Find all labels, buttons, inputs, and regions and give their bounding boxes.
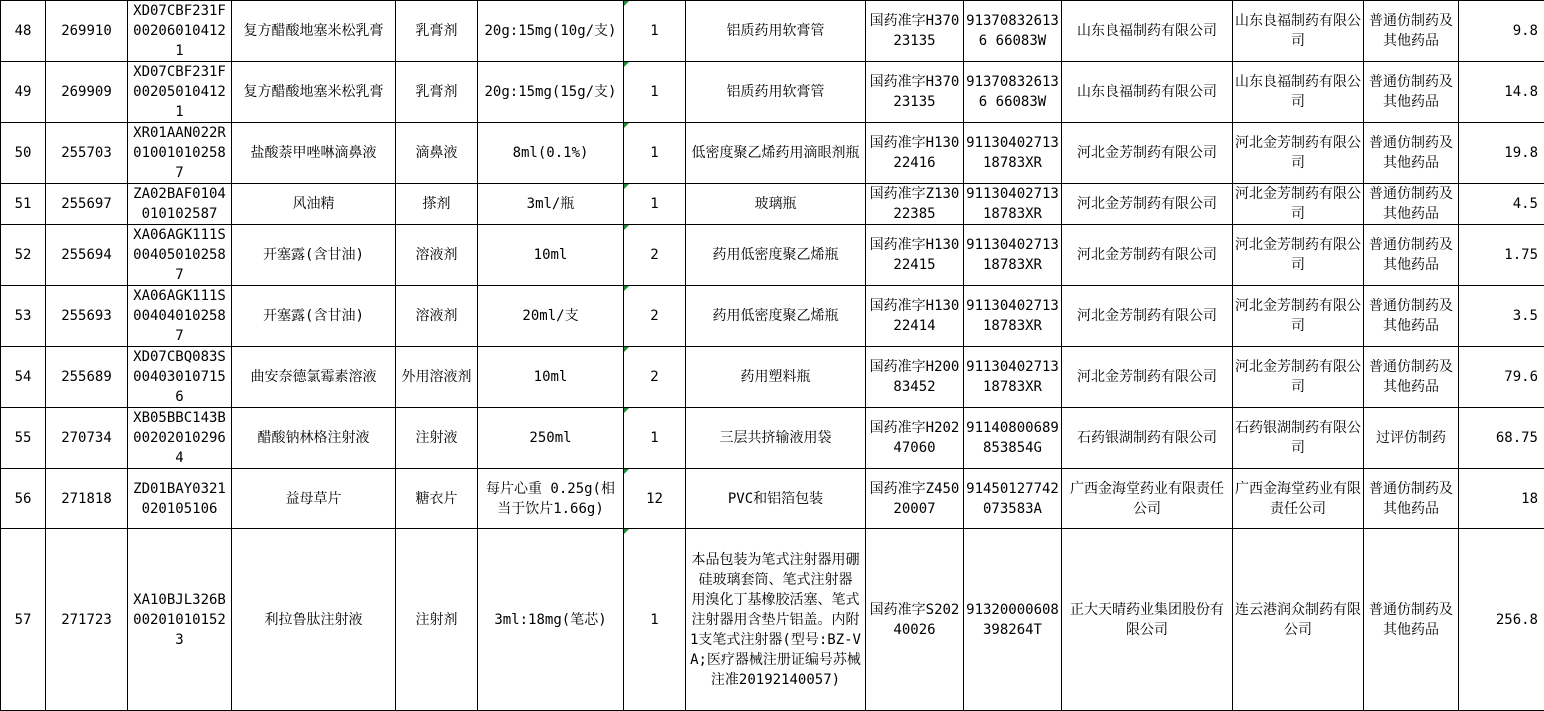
manufacturer-cell: 山东良福制药有限公司 <box>1233 1 1364 62</box>
approval-number-cell: 国药准字H13022416 <box>866 123 964 184</box>
row-number: 56 <box>1 469 46 529</box>
manufacturer-cell: 山东良福制药有限公司 <box>1233 62 1364 123</box>
license-holder-cell: 山东良福制药有限公司 <box>1062 62 1233 123</box>
drug-category-cell: 普通仿制药及其他药品 <box>1364 1 1459 62</box>
product-code-cell: 255697 <box>46 184 128 225</box>
medical-insurance-code-cell: XB05BBC143B002020102964 <box>128 408 232 469</box>
price-cell: 3.5 <box>1459 286 1544 347</box>
approval-number-cell: 国药准字Z13022385 <box>866 184 964 225</box>
drug-category-cell: 普通仿制药及其他药品 <box>1364 286 1459 347</box>
approval-number-cell: 国药准字H13022414 <box>866 286 964 347</box>
medical-insurance-code-cell: XA06AGK111S004050102587 <box>128 225 232 286</box>
table-row <box>1 347 1544 408</box>
medical-insurance-code-cell: XR01AAN022R010010102587 <box>128 123 232 184</box>
specification-cell: 3ml/瓶 <box>478 184 624 225</box>
package-quantity-cell: 1 <box>624 529 686 711</box>
manufacturer-cell: 河北金芳制药有限公司 <box>1233 123 1364 184</box>
approval-number-cell: 国药准字H37023135 <box>866 1 964 62</box>
medical-insurance-code-cell: XA06AGK111S004040102587 <box>128 286 232 347</box>
manufacturer-cell: 河北金芳制药有限公司 <box>1233 184 1364 225</box>
product-code-cell: 255703 <box>46 123 128 184</box>
drug-name-cell: 复方醋酸地塞米松乳膏 <box>232 62 396 123</box>
drug-category-cell: 普通仿制药及其他药品 <box>1364 347 1459 408</box>
license-holder-cell: 河北金芳制药有限公司 <box>1062 347 1233 408</box>
manufacturer-cell: 河北金芳制药有限公司 <box>1233 347 1364 408</box>
price-cell: 4.5 <box>1459 184 1544 225</box>
credit-code-cell: 9113040271318783XR <box>964 184 1062 225</box>
table-row <box>1 469 1544 529</box>
drug-category-cell: 普通仿制药及其他药品 <box>1364 184 1459 225</box>
specification-cell: 10ml <box>478 347 624 408</box>
price-cell: 79.6 <box>1459 347 1544 408</box>
approval-number-cell: 国药准字H20247060 <box>866 408 964 469</box>
table-row <box>1 225 1544 286</box>
packaging-material-cell: PVC和铝箔包装 <box>686 469 866 529</box>
dosage-form-cell: 注射剂 <box>396 529 478 711</box>
specification-cell: 10ml <box>478 225 624 286</box>
drug-name-cell: 曲安奈德氯霉素溶液 <box>232 347 396 408</box>
credit-code-cell: 9113040271318783XR <box>964 123 1062 184</box>
credit-code-cell: 9113040271318783XR <box>964 225 1062 286</box>
price-cell: 18 <box>1459 469 1544 529</box>
package-quantity-cell: 1 <box>624 1 686 62</box>
dosage-form-cell: 滴鼻液 <box>396 123 478 184</box>
medical-insurance-code-cell: ZA02BAF0104010102587 <box>128 184 232 225</box>
drug-name-cell: 醋酸钠林格注射液 <box>232 408 396 469</box>
package-quantity-cell: 2 <box>624 347 686 408</box>
license-holder-cell: 河北金芳制药有限公司 <box>1062 123 1233 184</box>
drug-name-cell: 盐酸萘甲唑啉滴鼻液 <box>232 123 396 184</box>
specification-cell: 20ml/支 <box>478 286 624 347</box>
price-cell: 14.8 <box>1459 62 1544 123</box>
package-quantity-cell: 2 <box>624 225 686 286</box>
drug-name-cell: 开塞露(含甘油) <box>232 225 396 286</box>
package-quantity-cell: 12 <box>624 469 686 529</box>
product-code-cell: 255689 <box>46 347 128 408</box>
drug-category-cell: 普通仿制药及其他药品 <box>1364 529 1459 711</box>
license-holder-cell: 广西金海堂药业有限责任公司 <box>1062 469 1233 529</box>
manufacturer-cell: 河北金芳制药有限公司 <box>1233 225 1364 286</box>
table-row <box>1 62 1544 123</box>
packaging-material-cell: 药用低密度聚乙烯瓶 <box>686 286 866 347</box>
price-cell: 256.8 <box>1459 529 1544 711</box>
credit-code-cell: 913708326136 66083W <box>964 62 1062 123</box>
specification-cell: 20g:15mg(15g/支) <box>478 62 624 123</box>
table-row <box>1 1 1544 62</box>
row-number: 52 <box>1 225 46 286</box>
credit-code-cell: 91450127742073583A <box>964 469 1062 529</box>
approval-number-cell: 国药准字S20240026 <box>866 529 964 711</box>
credit-code-cell: 9113040271318783XR <box>964 286 1062 347</box>
price-cell: 19.8 <box>1459 123 1544 184</box>
license-holder-cell: 河北金芳制药有限公司 <box>1062 184 1233 225</box>
license-holder-cell: 正大天晴药业集团股份有限公司 <box>1062 529 1233 711</box>
packaging-material-cell: 药用低密度聚乙烯瓶 <box>686 225 866 286</box>
manufacturer-cell: 连云港润众制药有限公司 <box>1233 529 1364 711</box>
drug-name-cell: 利拉鲁肽注射液 <box>232 529 396 711</box>
product-code-cell: 271723 <box>46 529 128 711</box>
drug-name-cell: 风油精 <box>232 184 396 225</box>
packaging-material-cell: 三层共挤输液用袋 <box>686 408 866 469</box>
approval-number-cell: 国药准字H37023135 <box>866 62 964 123</box>
price-cell: 9.8 <box>1459 1 1544 62</box>
product-code-cell: 255694 <box>46 225 128 286</box>
packaging-material-cell: 铝质药用软膏管 <box>686 62 866 123</box>
price-cell: 1.75 <box>1459 225 1544 286</box>
approval-number-cell: 国药准字H20083452 <box>866 347 964 408</box>
license-holder-cell: 石药银湖制药有限公司 <box>1062 408 1233 469</box>
product-code-cell: 269910 <box>46 1 128 62</box>
dosage-form-cell: 糖衣片 <box>396 469 478 529</box>
package-quantity-cell: 1 <box>624 408 686 469</box>
drug-category-cell: 普通仿制药及其他药品 <box>1364 123 1459 184</box>
dosage-form-cell: 溶液剂 <box>396 225 478 286</box>
dosage-form-cell: 溶液剂 <box>396 286 478 347</box>
row-number: 48 <box>1 1 46 62</box>
price-cell: 68.75 <box>1459 408 1544 469</box>
dosage-form-cell: 乳膏剂 <box>396 62 478 123</box>
license-holder-cell: 河北金芳制药有限公司 <box>1062 225 1233 286</box>
table-body <box>1 1 1544 711</box>
medical-insurance-code-cell: XD07CBF231F002050104121 <box>128 62 232 123</box>
row-number: 57 <box>1 529 46 711</box>
drug-category-cell: 过评仿制药 <box>1364 408 1459 469</box>
dosage-form-cell: 外用溶液剂 <box>396 347 478 408</box>
table-row <box>1 286 1544 347</box>
package-quantity-cell: 1 <box>624 184 686 225</box>
manufacturer-cell: 石药银湖制药有限公司 <box>1233 408 1364 469</box>
packaging-material-cell: 铝质药用软膏管 <box>686 1 866 62</box>
specification-cell: 20g:15mg(10g/支) <box>478 1 624 62</box>
medical-insurance-code-cell: ZD01BAY0321020105106 <box>128 469 232 529</box>
table-row <box>1 184 1544 225</box>
approval-number-cell: 国药准字H13022415 <box>866 225 964 286</box>
product-code-cell: 270734 <box>46 408 128 469</box>
row-number: 54 <box>1 347 46 408</box>
row-number: 55 <box>1 408 46 469</box>
table-row <box>1 408 1544 469</box>
drug-name-cell: 复方醋酸地塞米松乳膏 <box>232 1 396 62</box>
drug-name-cell: 益母草片 <box>232 469 396 529</box>
product-code-cell: 271818 <box>46 469 128 529</box>
credit-code-cell: 91320000608398264T <box>964 529 1062 711</box>
packaging-material-cell: 药用塑料瓶 <box>686 347 866 408</box>
row-number: 53 <box>1 286 46 347</box>
row-number: 49 <box>1 62 46 123</box>
dosage-form-cell: 搽剂 <box>396 184 478 225</box>
drug-category-cell: 普通仿制药及其他药品 <box>1364 469 1459 529</box>
packaging-material-cell: 低密度聚乙烯药用滴眼剂瓶 <box>686 123 866 184</box>
packaging-material-cell: 玻璃瓶 <box>686 184 866 225</box>
drug-category-cell: 普通仿制药及其他药品 <box>1364 225 1459 286</box>
table-row <box>1 123 1544 184</box>
row-number: 50 <box>1 123 46 184</box>
medical-insurance-code-cell: XD07CBF231F002060104121 <box>128 1 232 62</box>
license-holder-cell: 河北金芳制药有限公司 <box>1062 286 1233 347</box>
credit-code-cell: 9113040271318783XR <box>964 347 1062 408</box>
product-code-cell: 269909 <box>46 62 128 123</box>
dosage-form-cell: 乳膏剂 <box>396 1 478 62</box>
package-quantity-cell: 1 <box>624 62 686 123</box>
dosage-form-cell: 注射液 <box>396 408 478 469</box>
approval-number-cell: 国药准字Z45020007 <box>866 469 964 529</box>
package-quantity-cell: 2 <box>624 286 686 347</box>
specification-cell: 8ml(0.1%) <box>478 123 624 184</box>
drug-category-cell: 普通仿制药及其他药品 <box>1364 62 1459 123</box>
credit-code-cell: 913708326136 66083W <box>964 1 1062 62</box>
product-code-cell: 255693 <box>46 286 128 347</box>
packaging-material-cell: 本品包装为笔式注射器用硼硅玻璃套筒、笔式注射器 用溴化丁基橡胶活塞、笔式注射器用含垫片铝盖。内附1支笔式注射器(型号:BZ-VA;医疗器械注册证编号苏械注准20192140057) <box>686 529 866 711</box>
table-row <box>1 529 1544 711</box>
manufacturer-cell: 河北金芳制药有限公司 <box>1233 286 1364 347</box>
package-quantity-cell: 1 <box>624 123 686 184</box>
drug-name-cell: 开塞露(含甘油) <box>232 286 396 347</box>
row-number: 51 <box>1 184 46 225</box>
specification-cell: 每片心重 0.25g(相当于饮片1.66g) <box>478 469 624 529</box>
medical-insurance-code-cell: XD07CBQ083S004030107156 <box>128 347 232 408</box>
specification-cell: 3ml:18mg(笔芯) <box>478 529 624 711</box>
manufacturer-cell: 广西金海堂药业有限责任公司 <box>1233 469 1364 529</box>
license-holder-cell: 山东良福制药有限公司 <box>1062 1 1233 62</box>
credit-code-cell: 91140800689853854G <box>964 408 1062 469</box>
medical-insurance-code-cell: XA10BJL326B002010101523 <box>128 529 232 711</box>
specification-cell: 250ml <box>478 408 624 469</box>
